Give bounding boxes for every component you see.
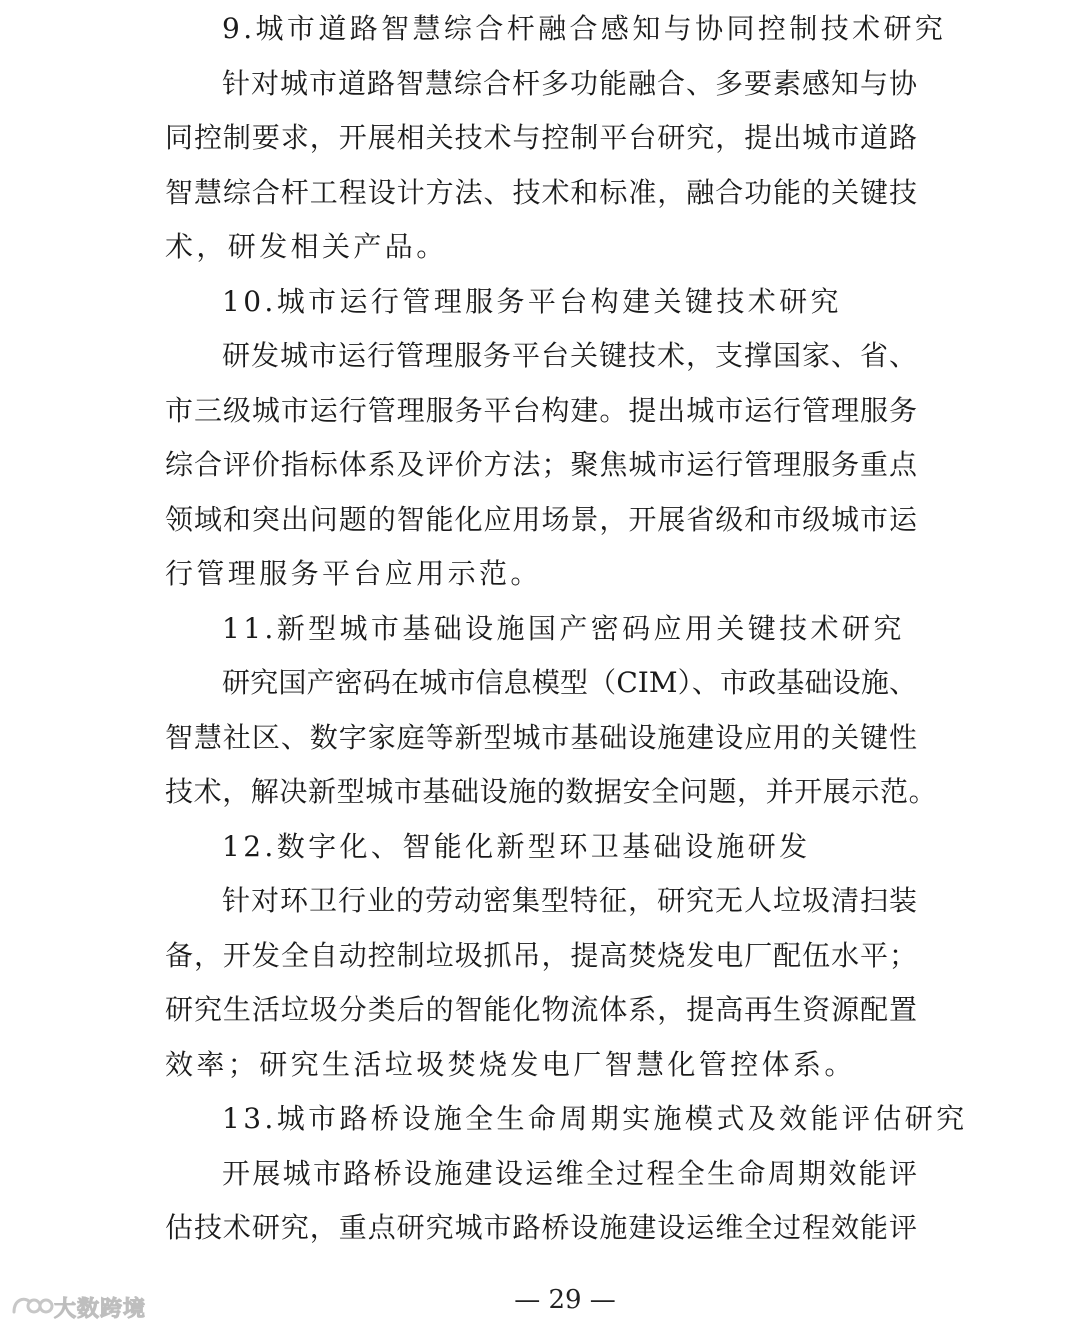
page-number: — 29 —: [514, 1285, 616, 1315]
paragraph-line: 开展城市路桥设施建设运维全过程全生命周期效能评: [222, 1157, 917, 1190]
paragraph-line: 研发城市运行管理服务平台关键技术，支撑国家、省、: [222, 339, 917, 372]
heading-item-12: 12.数字化、智能化新型环卫基础设施研发: [222, 830, 811, 863]
paragraph-line: 综合评价指标体系及评价方法；聚焦城市运行管理服务重点: [165, 448, 917, 481]
paragraph-line: 针对城市道路智慧综合杆多功能融合、多要素感知与协: [222, 67, 917, 100]
watermark-text: 大数跨境: [54, 1296, 147, 1322]
heading-item-9: 9.城市道路智慧综合杆融合感知与协同控制技术研究: [222, 12, 947, 45]
watermark: [10, 1290, 146, 1324]
heading-item-10: 10.城市运行管理服务平台构建关键技术研究: [222, 285, 842, 318]
heading-item-11: 11.新型城市基础设施国产密码应用关键技术研究: [222, 612, 905, 645]
paragraph-line: 术，研发相关产品。: [165, 230, 448, 263]
paragraph-line: 智慧综合杆工程设计方法、技术和标准，融合功能的关键技: [165, 176, 917, 209]
paragraph-line: 市三级城市运行管理服务平台构建。提出城市运行管理服务: [165, 394, 917, 427]
paragraph-line: 智慧社区、数字家庭等新型城市基础设施建设应用的关键性: [165, 721, 917, 754]
paragraph-line: 同控制要求，开展相关技术与控制平台研究，提出城市道路: [165, 121, 917, 154]
paragraph-line: 技术，解决新型城市基础设施的数据安全问题，并开展示范。: [165, 775, 938, 808]
watermark-logo-icon: [10, 1290, 54, 1324]
paragraph-line: 行管理服务平台应用示范。: [165, 557, 542, 590]
paragraph-line: 研究生活垃圾分类后的智能化物流体系，提高再生资源配置: [165, 993, 917, 1026]
paragraph-line: 估技术研究，重点研究城市路桥设施建设运维全过程效能评: [165, 1211, 917, 1244]
paragraph-line: 备，开发全自动控制垃圾抓吊，提高焚烧发电厂配伍水平；: [165, 939, 917, 972]
paragraph-line: 效率；研究生活垃圾焚烧发电厂智慧化管控体系。: [165, 1048, 856, 1081]
paragraph-line: 针对环卫行业的劳动密集型特征，研究无人垃圾清扫装: [222, 884, 917, 917]
heading-item-13: 13.城市路桥设施全生命周期实施模式及效能评估研究: [222, 1102, 968, 1135]
paragraph-line: 研究国产密码在城市信息模型（CIM）、市政基础设施、: [222, 666, 917, 699]
paragraph-line: 领域和突出问题的智能化应用场景，开展省级和市级城市运: [165, 503, 917, 536]
